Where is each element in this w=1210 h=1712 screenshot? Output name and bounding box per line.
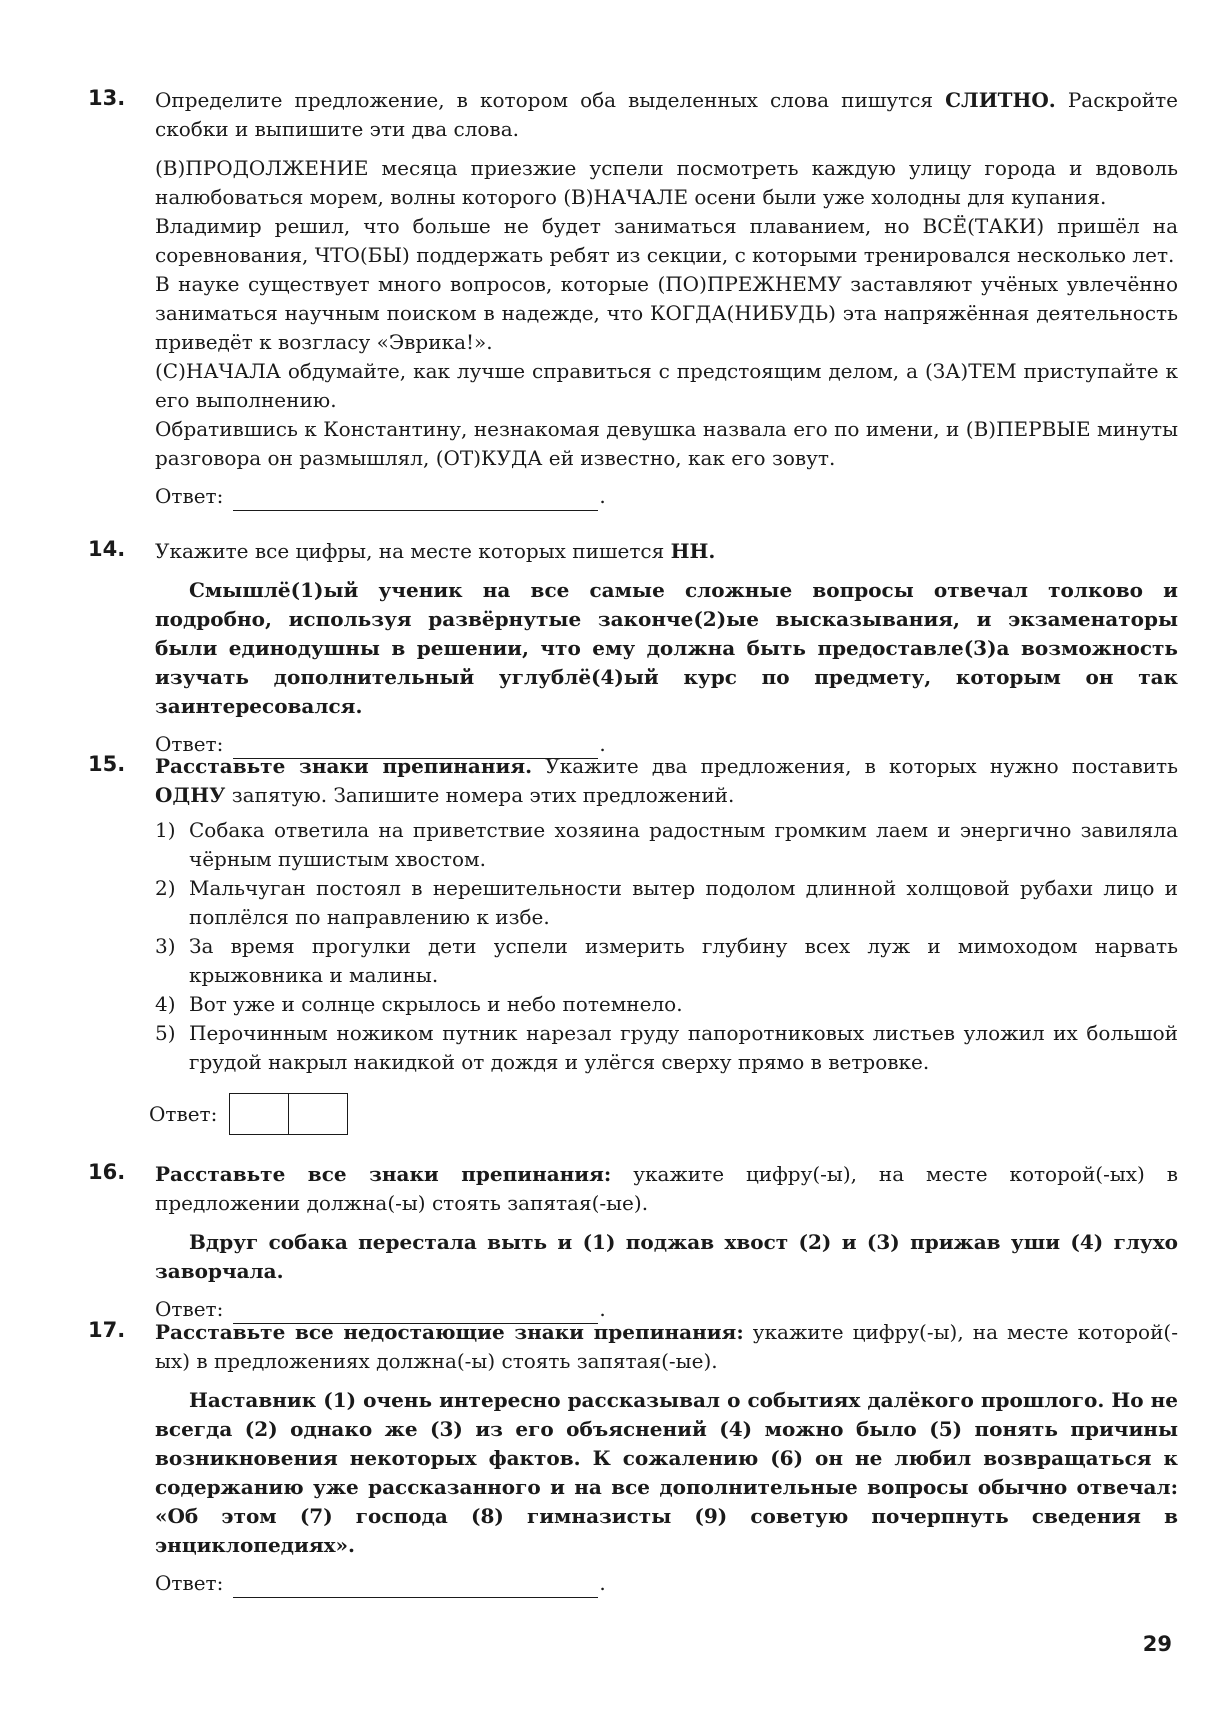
task-body <box>155 1318 1178 1598</box>
sentence-1: (В)ПРОДОЛЖЕНИЕ месяца приезжие успели посмотреть каждую улицу города и вдоволь налюбоваться морем, волны которого (В)НАЧАЛЕ осени были уже холодны для купания. <box>155 156 1178 209</box>
task-body <box>149 752 1178 1135</box>
answer-boxes <box>229 1093 348 1135</box>
answer-input-line[interactable] <box>233 1575 598 1598</box>
task-body <box>155 1160 1178 1324</box>
task-13 <box>88 86 1178 511</box>
task-prompt <box>155 537 1178 566</box>
prompt-emphasis: Расставьте все знаки препинания: <box>155 1162 612 1186</box>
list-item: 2) Мальчуган постоял в нерешительности вытер подолом длинной холщовой рубахи лицо и поплёлся по направлению к избе. <box>155 876 1178 929</box>
list-item: 1) Собака ответила на приветствие хозяина радостным громким лаем и энергично завиляла чёрным пушистым хвостом. <box>155 818 1178 871</box>
prompt-text: Укажите два предложения, в которых нужно поставить <box>532 754 1178 778</box>
task-prompt <box>155 86 1178 144</box>
task-17 <box>88 1318 1178 1598</box>
task-number: 14. <box>88 537 126 561</box>
sentence-2: Владимир решил, что больше не будет заниматься плаванием, но ВСЁ(ТАКИ) пришёл на соревнования, ЧТО(БЫ) поддержать ребят из секции, с которыми тренировался несколько лет. <box>155 214 1178 267</box>
answer-label: Ответ: <box>155 1571 224 1595</box>
prompt-text: запятую. Запишите номера этих предложений. <box>225 783 735 807</box>
task-14 <box>88 537 1178 759</box>
answer-box-1[interactable] <box>230 1094 288 1134</box>
task-15 <box>88 752 1178 1135</box>
task-prompt <box>155 1318 1178 1376</box>
prompt-emphasis: ОДНУ <box>155 783 226 807</box>
answer-label: Ответ: <box>149 1101 218 1126</box>
prompt-text: Раскройте скобки и выпишите эти два слова. <box>155 88 1178 141</box>
answer-label: Ответ: <box>155 732 224 756</box>
sentence-4: (С)НАЧАЛА обдумайте, как лучше справиться с предстоящим делом, а (ЗА)ТЕМ приступайте к его выполнению. <box>155 359 1178 412</box>
answer-row <box>149 1093 1178 1135</box>
task-number: 15. <box>88 752 126 776</box>
task-16 <box>88 1160 1178 1324</box>
task-number: 17. <box>88 1318 126 1342</box>
answer-row: Ответ: . <box>155 481 1178 511</box>
answer-label: Ответ: <box>155 1297 224 1321</box>
prompt-emphasis: НН. <box>670 539 716 563</box>
sentence-list <box>155 816 1178 1077</box>
prompt-text: укажите цифру(-ы), на месте которой(-ых) в предложениях должна(-ы) стоять запятая(-ые). <box>155 1320 1178 1373</box>
task-excerpt: Наставник (1) очень интересно рассказывал о событиях далёкого прошлого. Но не всегда (2) однако же (3) из его объяснений (4) можно было (5) понять причины возникновения некоторых фактов. К сожалению (6) он не любил возвращаться к содержанию уже рассказанного и на все дополнительные вопросы обычно отвечал: «Об этом (7) господа (8) гимназисты (9) советую почерпнуть сведения в энциклопедиях». <box>155 1388 1178 1557</box>
prompt-emphasis: СЛИТНО. <box>945 88 1056 112</box>
sentence-5: Обратившись к Константину, незнакомая девушка назвала его по имени, и (В)ПЕРВЫЕ минуты разговора он размышлял, (ОТ)КУДА ей известно, как его зовут. <box>155 417 1178 470</box>
prompt-emphasis: Расставьте все недостающие знаки препинания: <box>155 1320 744 1344</box>
prompt-emphasis: Расставьте знаки препинания. <box>155 754 533 778</box>
task-excerpt: Вдруг собака перестала выть и (1) поджав хвост (2) и (3) прижав уши (4) глухо заворчала. <box>155 1230 1178 1283</box>
answer-label: Ответ: <box>155 484 224 508</box>
page-number: 29 <box>1142 1632 1172 1656</box>
task-number: 13. <box>88 86 126 110</box>
list-item: 4) Вот уже и солнце скрылось и небо потемнело. <box>155 992 683 1016</box>
prompt-text: укажите цифру(-ы), на месте которой(-ых) в предложении должна(-ы) стоять запятая(-ые). <box>155 1162 1178 1215</box>
task-prompt <box>155 1160 1178 1218</box>
task-body <box>155 537 1178 759</box>
task-number: 16. <box>88 1160 126 1184</box>
answer-box-2[interactable] <box>288 1094 347 1134</box>
prompt-text: Укажите все цифры, на месте которых пишется <box>155 539 671 563</box>
task-body <box>155 86 1178 511</box>
list-item: 5) Перочинным ножиком путник нарезал груду папоротниковых листьев уложил их большой грудой накрыл накидкой от дождя и улёгся сверху прямо в ветровке. <box>155 1021 1178 1074</box>
answer-row: Ответ: . <box>155 1294 1178 1324</box>
prompt-text: Определите предложение, в котором оба выделенных слова пишутся <box>155 88 946 112</box>
list-item: 3) За время прогулки дети успели измерить глубину всех луж и мимоходом нарвать крыжовника и малины. <box>155 934 1178 987</box>
answer-row: Ответ: . <box>155 1568 1178 1598</box>
task-excerpt: Смышлё(1)ый ученик на все самые сложные вопросы отвечал толково и подробно, используя развёрнутые законче(2)ые высказывания, и экзаменаторы были единодушны в решении, что ему должна быть предоставле(3)а возможность изучать дополнительный углублё(4)ый курс по предмету, которым он так заинтересовался. <box>155 578 1178 718</box>
sentence-3: В науке существует много вопросов, которые (ПО)ПРЕЖНЕМУ заставляют учёных увлечённо заниматься научным поиском в надежде, что КОГДА(НИБУДЬ) эта напряжённая деятельность приведёт к возгласу «Эврика!». <box>155 272 1178 354</box>
task-prompt <box>155 752 1178 810</box>
answer-row: Ответ: . <box>155 729 1178 759</box>
answer-input-line[interactable] <box>233 488 598 511</box>
